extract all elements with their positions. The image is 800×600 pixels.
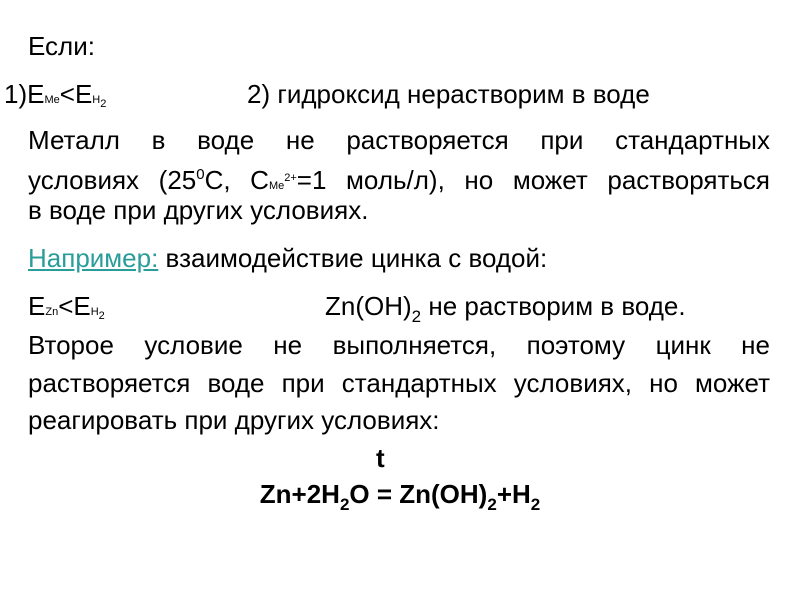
paragraph-2-line-2: растворяется воде при стандартных условиях, но может <box>28 368 770 398</box>
zinc-zn: Zn <box>45 306 59 318</box>
zinc-condition <box>28 290 105 332</box>
zinc-formula-b: не растворим в воде. <box>421 291 686 321</box>
paragraph-1-me: Me <box>268 180 285 192</box>
condition-1-prefix: 1) <box>4 79 28 109</box>
reaction-equation <box>0 478 800 521</box>
zinc-two: 2 <box>98 310 105 322</box>
zinc-formula-sub: 2 <box>411 307 422 326</box>
example-line <box>28 242 547 274</box>
reaction-sub-2: 2 <box>487 495 497 514</box>
condition-1-h: H <box>92 94 101 106</box>
reaction-sub-1: 2 <box>339 495 350 514</box>
zinc-h: H <box>90 306 99 318</box>
degree-superscript: 0 <box>196 166 205 183</box>
condition-1-e: E <box>27 79 45 109</box>
paragraph-1-charge: 2+ <box>284 172 297 184</box>
reaction-b: O = Zn(OH) <box>349 479 488 509</box>
condition-1-me: Me <box>44 94 60 106</box>
reaction-sub-3: 2 <box>530 495 541 514</box>
condition-1-two: 2 <box>100 98 107 110</box>
paragraph-1-text-b: С, С <box>204 165 269 195</box>
zinc-lt: < <box>58 291 74 321</box>
condition-1 <box>4 78 106 120</box>
zinc-e: E <box>28 291 46 321</box>
example-text: взаимодействие цинка с водой: <box>158 243 548 273</box>
condition-2: 2) гидроксид нерастворим в воде <box>247 79 650 109</box>
paragraph-1-line-3: в воде при других условиях. <box>28 195 369 225</box>
intro-text: Если: <box>28 31 95 61</box>
paragraph-1-line-1: Металл в воде не растворяется при стандартных <box>28 125 770 155</box>
condition-1-lt: < <box>59 79 75 109</box>
zinc-hydroxide-text <box>325 290 686 333</box>
temperature-label: t <box>376 443 385 473</box>
reaction-c: +H <box>496 479 531 509</box>
paragraph-1-text-a: условиях (25 <box>28 165 197 195</box>
paragraph-2-line-3: реагировать при других условиях: <box>28 405 440 435</box>
example-link[interactable]: Например: <box>28 243 159 273</box>
condition-1-e2: E <box>74 79 93 109</box>
paragraph-1-text-c: =1 моль/л), но может растворяться <box>296 165 770 195</box>
paragraph-2-line-1: Второе условие не выполняется, поэтому цинк не <box>28 330 770 360</box>
zinc-e2: E <box>73 291 91 321</box>
reaction-a: Zn+2H <box>259 479 340 509</box>
zinc-formula-a: Zn(OH) <box>325 291 412 321</box>
